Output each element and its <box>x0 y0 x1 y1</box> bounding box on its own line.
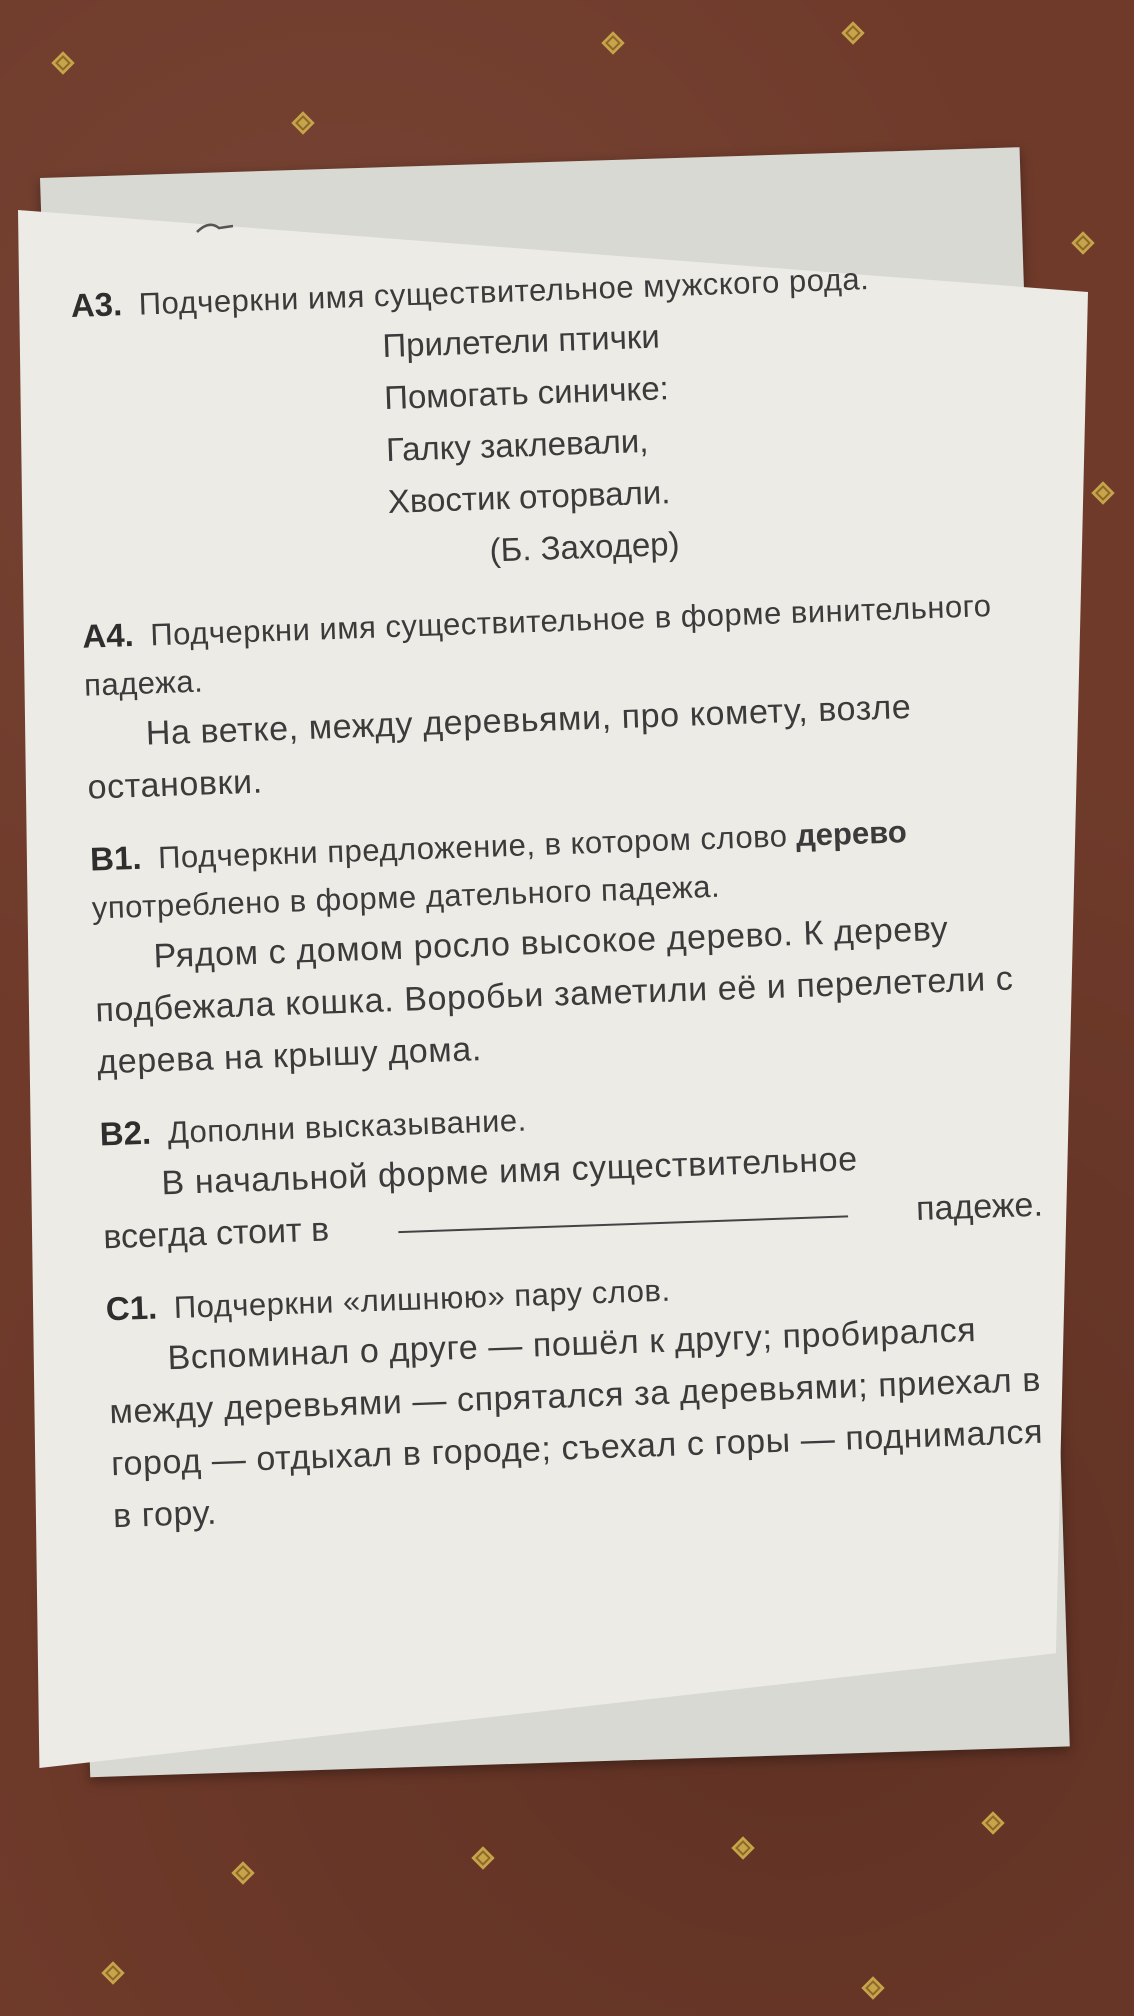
task-prompt: Подчеркни имя существительное мужского рода. <box>138 261 870 322</box>
task-prompt: Дополни высказывание. <box>167 1102 528 1151</box>
diamond-motif-icon <box>730 1835 756 1861</box>
diamond-motif-icon <box>100 1960 126 1986</box>
diamond-motif-icon <box>230 1860 256 1886</box>
diamond-motif-icon <box>50 50 76 76</box>
poem-line: Помогать синичке: <box>383 369 670 417</box>
poem-author: (Б. Заходер) <box>488 524 681 569</box>
task-b1 <box>89 803 1037 1089</box>
answer-suffix: падеже. <box>915 1185 1044 1229</box>
task-body-text: На ветке, между деревьями, про комету, возле остановки. <box>86 687 912 807</box>
pencil-mark-icon <box>195 218 235 236</box>
diamond-motif-icon <box>840 20 866 46</box>
task-a4 <box>82 580 1028 814</box>
poem-line: Хвостик оторвали. <box>387 473 671 521</box>
task-c1 <box>105 1253 1053 1543</box>
poem-line: Прилетели птички <box>381 317 661 365</box>
task-prompt-start: Подчеркни предложение, в котором слово <box>157 818 789 876</box>
task-id: А4. <box>81 616 135 655</box>
worksheet-content <box>70 249 1054 1564</box>
task-prompt: Подчеркни имя существительное в форме винительного падежа. <box>83 588 993 703</box>
task-id: В1. <box>89 838 143 878</box>
diamond-motif-icon <box>290 110 316 136</box>
diamond-motif-icon <box>1070 230 1096 256</box>
task-id: В2. <box>99 1113 152 1153</box>
task-prompt-keyword: дерево <box>795 814 908 853</box>
answer-prefix: всегда стоит в <box>102 1210 330 1257</box>
diamond-motif-icon <box>860 1975 886 2001</box>
task-body-line: В начальной форме имя существительное <box>160 1140 859 1203</box>
task-id: С1. <box>105 1288 158 1328</box>
task-body-text: Рядом с домом росло высокое дерево. К дереву подбежала кошка. Воробьи заметили её и перелетели с дерева на крышу дома. <box>94 909 1014 1082</box>
task-prompt: Подчеркни «лишнюю» пару слов. <box>173 1272 672 1325</box>
diamond-motif-icon <box>1090 480 1116 506</box>
diamond-motif-icon <box>600 30 626 56</box>
task-body-text: Вспоминал о друге — пошёл к другу; пробирался между деревьями — спрятался за деревьями; приехал в город — отдыхал в городе; съехал с горы — поднимался в гору. <box>108 1311 1044 1536</box>
poem <box>72 298 1021 591</box>
task-prompt-end: употреблено в форме дательного падежа. <box>91 868 721 926</box>
diamond-motif-icon <box>980 1810 1006 1836</box>
poem-line: Галку заклевали, <box>385 421 649 469</box>
task-b2 <box>99 1078 1044 1264</box>
diamond-motif-icon <box>470 1845 496 1871</box>
task-id: А3. <box>70 285 123 324</box>
task-a3 <box>70 249 1020 591</box>
